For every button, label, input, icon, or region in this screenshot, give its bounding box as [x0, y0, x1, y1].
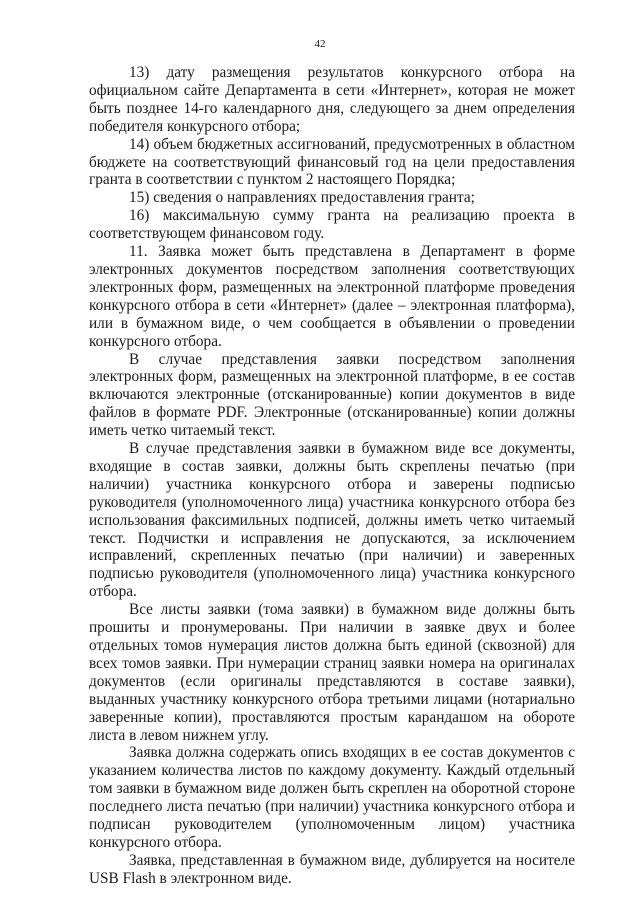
page-number: 42	[314, 38, 326, 50]
paragraph-electronic-submission: В случае представления заявки посредством заполнения электронных форм, размещенных на электронной платформе, в ее состав включаются электронные (отсканированные) копии документов в виде файлов в формате PDF. Электронные (отсканированные) копии должны иметь четко читаемый текст.	[89, 350, 575, 440]
paragraph-sheet-numbering: Все листы заявки (тома заявки) в бумажном виде должны быть прошиты и пронумерованы. При наличии в заявке двух и более отдельных томов нумерация листов должна быть единой (сквозной) для всех томов заявки. При нумерации страниц заявки номера на оригиналах документов (если оригиналы представляются в составе заявки), выданных участнику конкурсного отбора третьими лицами (нотариально заверенные копии), проставляются простым карандашом на обороте листа в левом нижнем углу.	[89, 601, 575, 744]
paragraph-item-16: 16) максимальную сумму гранта на реализацию проекта в соответствующем финансовом году.	[89, 207, 575, 243]
paragraph-item-13: 13) дату размещения результатов конкурсного отбора на официальном сайте Департамента в сети «Интернет», которая не может быть позднее 14-го календарного дня, следующего за днем определения победителя конкурсного отбора;	[89, 64, 575, 135]
paragraph-document-inventory: Заявка должна содержать опись входящих в ее состав документов с указанием количества листов по каждому документу. Каждый отдельный том заявки в бумажном виде должен быть скреплен на оборотной стороне последнего листа печатью (при наличии) участника конкурсного отбора и подписан руководителем (уполномоченным лицом) участника конкурсного отбора.	[89, 744, 575, 851]
paragraph-paper-submission: В случае представления заявки в бумажном виде все документы, входящие в состав заявки, должны быть скреплены печатью (при наличии) участника конкурсного отбора и заверены подписью руководителя (уполномоченного лица) участника конкурсного отбора без использования факсимильных подписей, должны иметь четко читаемый текст. Подчистки и исправления не допускаются, за исключением исправлений, скрепленных печатью (при наличии) и заверенных подписью руководителя (уполномоченного лица) участника конкурсного отбора.	[89, 440, 575, 601]
paragraph-section-11: 11. Заявка может быть представлена в Департамент в форме электронных документов посредством заполнения соответствующих электронных форм, размещенных на электронной платформе проведения конкурсного отбора в сети «Интернет» (далее – электронная платформа), или в бумажном виде, о чем сообщается в объявлении о проведении конкурсного отбора.	[89, 243, 575, 350]
document-body	[89, 64, 575, 888]
paragraph-item-15: 15) сведения о направлениях предоставления гранта;	[129, 189, 475, 207]
paragraph-item-14: 14) объем бюджетных ассигнований, предусмотренных в областном бюджете на соответствующий финансовый год на цели предоставления гранта в соответствии с пунктом 2 настоящего Порядка;	[89, 135, 575, 189]
paragraph-usb-duplicate: Заявка, представленная в бумажном виде, дублируется на носителе USB Flash в электронном виде.	[89, 851, 575, 887]
